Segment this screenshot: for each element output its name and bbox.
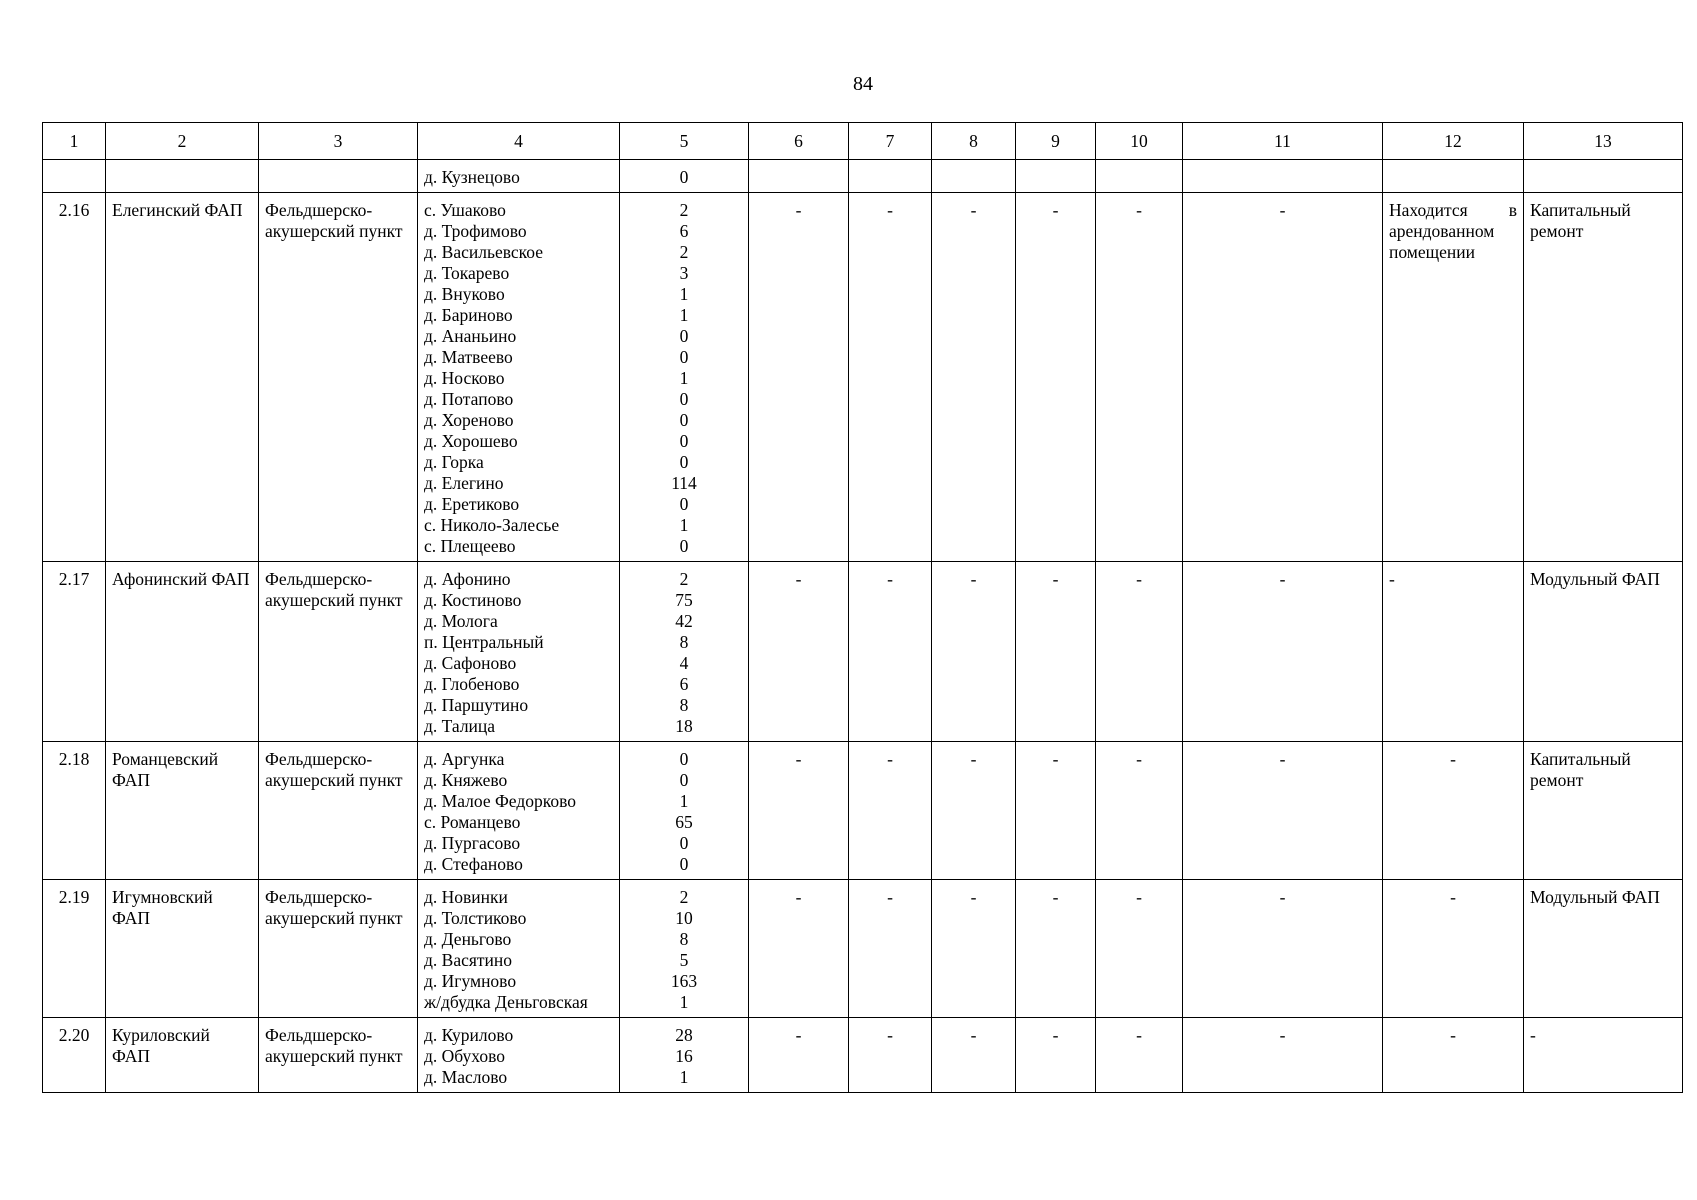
settlement-name: д. Васятино (424, 950, 513, 970)
col-10-cell (1096, 160, 1183, 193)
facility-name-cell: Игумновский ФАП (106, 880, 259, 1018)
facilities-table (42, 122, 1683, 1093)
population-value: 1 (679, 368, 689, 388)
population-value: 2 (679, 200, 689, 220)
col-8-cell: - (932, 562, 1016, 742)
settlement-name: д. Стефаново (424, 854, 523, 874)
population-value: 0 (679, 833, 689, 853)
population-cell (620, 742, 749, 880)
settlement-name: д. Васильевское (424, 242, 543, 262)
col-8-cell: - (932, 1018, 1016, 1093)
population-value: 114 (671, 473, 697, 493)
settlement-name: д. Кузнецово (424, 167, 520, 187)
settlement-name: д. Хореново (424, 410, 514, 430)
population-value: 0 (679, 410, 689, 430)
settlement-name: д. Толстиково (424, 908, 527, 928)
col-13-cell (1524, 160, 1683, 193)
population-value: 3 (679, 263, 689, 283)
settlement-name: д. Потапово (424, 389, 514, 409)
settlement-name: д. Деньгово (424, 929, 512, 949)
col-10-cell: - (1096, 193, 1183, 562)
col-10-cell: - (1096, 742, 1183, 880)
col-8-cell: - (932, 742, 1016, 880)
facility-type-cell (259, 160, 418, 193)
col-7-cell: - (849, 742, 932, 880)
facility-type-cell: Фельдшерско-акушерский пункт (259, 880, 418, 1018)
settlement-name: д. Токарево (424, 263, 510, 283)
settlement-name: д. Княжево (424, 770, 508, 790)
settlement-name: д. Молога (424, 611, 498, 631)
col-10-cell: - (1096, 1018, 1183, 1093)
table-row (43, 742, 1683, 880)
column-header-row (43, 123, 1683, 160)
population-value: 5 (679, 950, 689, 970)
settlement-name: д. Матвеево (424, 347, 513, 367)
population-cell (620, 160, 749, 193)
col-6-cell (749, 160, 849, 193)
population-value: 42 (675, 611, 693, 631)
population-value: 6 (679, 221, 689, 241)
column-header: 13 (1524, 123, 1683, 160)
col-12-cell: - (1383, 742, 1524, 880)
col-13-cell: Модульный ФАП (1524, 880, 1683, 1018)
population-value: 6 (679, 674, 689, 694)
population-value: 2 (679, 569, 689, 589)
population-value: 0 (679, 326, 689, 346)
col-6-cell: - (749, 880, 849, 1018)
population-value: 4 (679, 653, 689, 673)
population-value: 0 (679, 431, 689, 451)
column-header: 8 (932, 123, 1016, 160)
settlement-name: д. Пургасово (424, 833, 521, 853)
col-9-cell: - (1016, 562, 1096, 742)
population-cell (620, 193, 749, 562)
column-header: 11 (1183, 123, 1383, 160)
column-header: 4 (418, 123, 620, 160)
settlement-name: д. Аргунка (424, 749, 505, 769)
settlement-name: с. Плещеево (424, 536, 516, 556)
settlement-name: д. Глобеново (424, 674, 520, 694)
population-value: 28 (675, 1025, 693, 1045)
population-cell (620, 880, 749, 1018)
col-8-cell (932, 160, 1016, 193)
col-6-cell: - (749, 193, 849, 562)
population-value: 75 (675, 590, 693, 610)
settlement-name: д. Обухово (424, 1046, 506, 1066)
settlement-name: д. Горка (424, 452, 484, 472)
settlement-name: д. Еретиково (424, 494, 520, 514)
settlements-cell (418, 160, 620, 193)
col-13-cell: Капитальный ремонт (1524, 742, 1683, 880)
column-header: 9 (1016, 123, 1096, 160)
settlements-cell (418, 880, 620, 1018)
population-value: 0 (679, 167, 689, 187)
population-value: 16 (675, 1046, 693, 1066)
facility-name-cell (106, 160, 259, 193)
facility-type-cell: Фельдшерско-акушерский пункт (259, 742, 418, 880)
col-6-cell: - (749, 742, 849, 880)
facility-type-cell: Фельдшерско-акушерский пункт (259, 1018, 418, 1093)
table-row (43, 562, 1683, 742)
col-12-cell: - (1383, 880, 1524, 1018)
population-value: 0 (679, 770, 689, 790)
population-value: 0 (679, 749, 689, 769)
row-number-cell: 2.20 (43, 1018, 106, 1093)
col-9-cell (1016, 160, 1096, 193)
col-11-cell: - (1183, 193, 1383, 562)
col-12-cell: Находится в арендованном помещении (1383, 193, 1524, 562)
settlement-name: ж/дбудка Деньговская (424, 992, 588, 1012)
facility-name-cell: Елегинский ФАП (106, 193, 259, 562)
settlement-name: д. Носково (424, 368, 505, 388)
population-value: 1 (679, 515, 689, 535)
settlement-name: д. Малое Федорково (424, 791, 576, 811)
col-9-cell: - (1016, 742, 1096, 880)
population-value: 0 (679, 347, 689, 367)
table-row (43, 193, 1683, 562)
settlement-name: д. Трофимово (424, 221, 527, 241)
table-row (43, 160, 1683, 193)
col-8-cell: - (932, 193, 1016, 562)
column-header: 1 (43, 123, 106, 160)
settlement-name: д. Сафоново (424, 653, 517, 673)
population-value: 10 (675, 908, 693, 928)
population-value: 8 (679, 929, 689, 949)
col-6-cell: - (749, 562, 849, 742)
row-number-cell: 2.16 (43, 193, 106, 562)
column-header: 6 (749, 123, 849, 160)
population-value: 0 (679, 494, 689, 514)
col-7-cell: - (849, 562, 932, 742)
population-value: 2 (679, 242, 689, 262)
settlement-name: д. Костиново (424, 590, 522, 610)
population-value: 0 (679, 452, 689, 472)
col-11-cell: - (1183, 742, 1383, 880)
column-header: 7 (849, 123, 932, 160)
column-header: 5 (620, 123, 749, 160)
column-header: 10 (1096, 123, 1183, 160)
col-11-cell: - (1183, 1018, 1383, 1093)
col-12-cell: - (1383, 1018, 1524, 1093)
row-number-cell: 2.19 (43, 880, 106, 1018)
settlement-name: с. Романцево (424, 812, 521, 832)
settlement-name: д. Ананьино (424, 326, 517, 346)
settlement-name: д. Новинки (424, 887, 508, 907)
settlement-name: д. Талица (424, 716, 496, 736)
facility-type-cell: Фельдшерско-акушерский пункт (259, 562, 418, 742)
settlement-name: д. Бариново (424, 305, 513, 325)
col-11-cell: - (1183, 562, 1383, 742)
col-10-cell: - (1096, 880, 1183, 1018)
facility-name-cell: Куриловский ФАП (106, 1018, 259, 1093)
settlement-name: с. Ушаково (424, 200, 506, 220)
settlements-cell (418, 1018, 620, 1093)
settlement-name: д. Игумново (424, 971, 517, 991)
population-value: 0 (679, 854, 689, 874)
population-value: 18 (675, 716, 693, 736)
population-cell (620, 1018, 749, 1093)
settlement-name: д. Хорошево (424, 431, 518, 451)
col-13-cell: - (1524, 1018, 1683, 1093)
col-7-cell: - (849, 1018, 932, 1093)
settlement-name: с. Николо-Залесье (424, 515, 560, 535)
population-value: 1 (679, 1067, 689, 1087)
settlements-cell (418, 742, 620, 880)
settlement-name: д. Курилово (424, 1025, 514, 1045)
col-6-cell: - (749, 1018, 849, 1093)
col-13-cell: Капитальный ремонт (1524, 193, 1683, 562)
population-value: 1 (679, 284, 689, 304)
table-row (43, 1018, 1683, 1093)
row-number-cell: 2.17 (43, 562, 106, 742)
settlements-cell (418, 193, 620, 562)
population-value: 1 (679, 305, 689, 325)
population-value: 1 (679, 791, 689, 811)
settlement-name: д. Афонино (424, 569, 511, 589)
col-7-cell (849, 160, 932, 193)
population-cell (620, 562, 749, 742)
population-value: 2 (679, 887, 689, 907)
col-8-cell: - (932, 880, 1016, 1018)
population-value: 0 (679, 536, 689, 556)
population-value: 1 (679, 992, 689, 1012)
col-9-cell: - (1016, 1018, 1096, 1093)
col-13-cell: Модульный ФАП (1524, 562, 1683, 742)
col-7-cell: - (849, 193, 932, 562)
col-11-cell (1183, 160, 1383, 193)
column-header: 3 (259, 123, 418, 160)
population-value: 163 (670, 971, 698, 991)
settlement-name: д. Маслово (424, 1067, 508, 1087)
facility-type-cell: Фельдшерско-акушерский пункт (259, 193, 418, 562)
table-row (43, 880, 1683, 1018)
col-7-cell: - (849, 880, 932, 1018)
settlement-name: д. Внуково (424, 284, 505, 304)
col-9-cell: - (1016, 880, 1096, 1018)
col-10-cell: - (1096, 562, 1183, 742)
page-number: 84 (853, 73, 873, 95)
settlement-name: д. Паршутино (424, 695, 529, 715)
population-value: 8 (679, 632, 689, 652)
settlement-name: д. Елегино (424, 473, 504, 493)
col-12-cell (1383, 160, 1524, 193)
col-11-cell: - (1183, 880, 1383, 1018)
row-number-cell: 2.18 (43, 742, 106, 880)
facility-name-cell: Афонинский ФАП (106, 562, 259, 742)
settlement-name: п. Центральный (424, 632, 544, 652)
population-value: 8 (679, 695, 689, 715)
population-value: 0 (679, 389, 689, 409)
population-value: 65 (675, 812, 693, 832)
facility-name-cell: Романцевский ФАП (106, 742, 259, 880)
row-number-cell (43, 160, 106, 193)
column-header: 2 (106, 123, 259, 160)
settlements-cell (418, 562, 620, 742)
col-12-cell: - (1383, 562, 1524, 742)
col-9-cell: - (1016, 193, 1096, 562)
column-header: 12 (1383, 123, 1524, 160)
